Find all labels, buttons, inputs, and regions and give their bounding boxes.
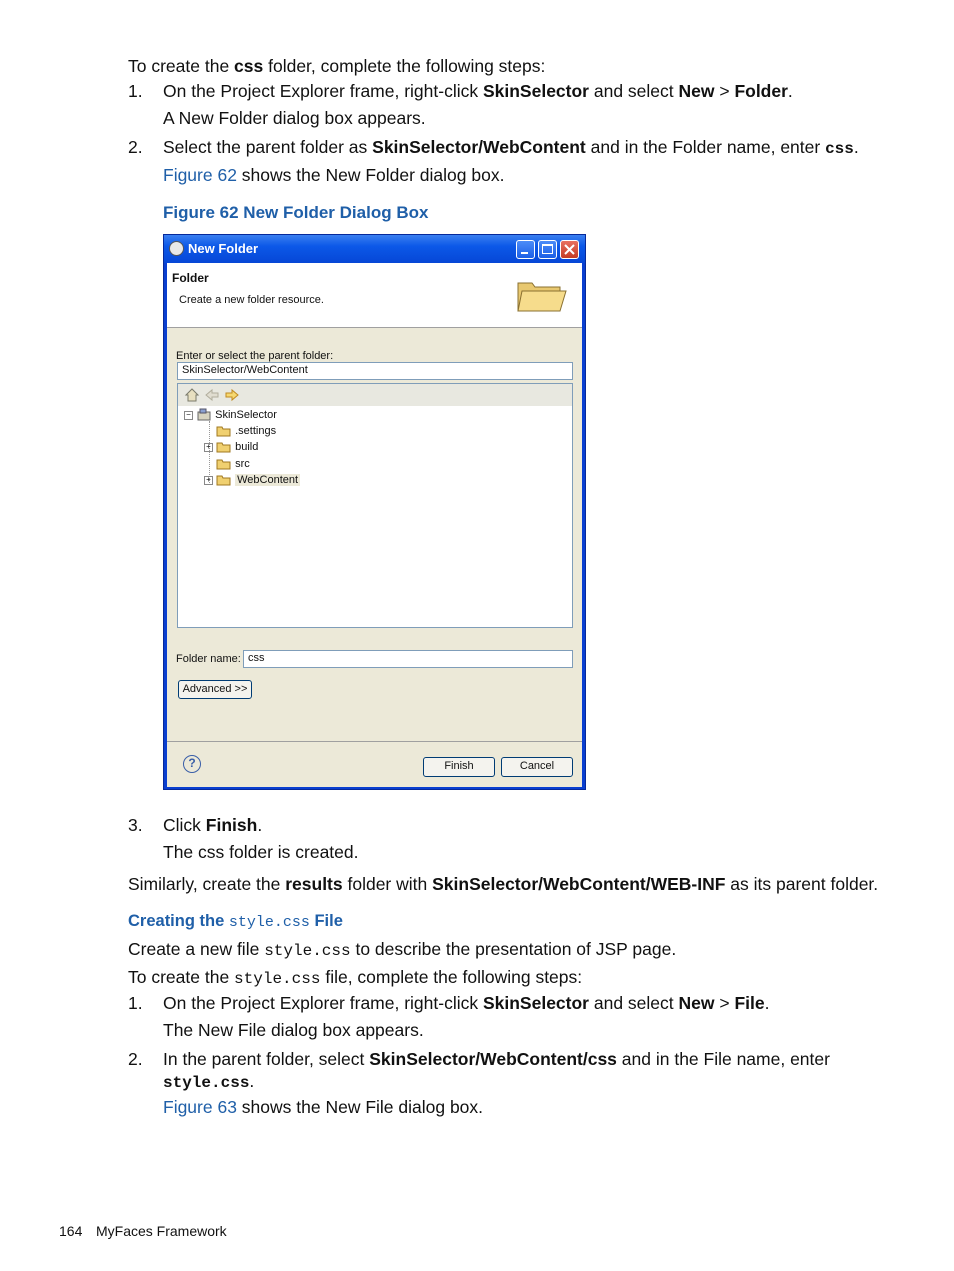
maximize-button[interactable] xyxy=(538,240,557,259)
step-text: Click Finish. xyxy=(163,815,263,835)
paragraph: Create a new file style.css to describe the presentation of JSP page. xyxy=(128,939,677,960)
expand-icon[interactable]: + xyxy=(204,443,213,452)
dialog-body xyxy=(167,263,582,787)
figure-link[interactable]: Figure 62 xyxy=(163,165,237,185)
forward-arrow-icon[interactable] xyxy=(224,387,240,403)
figure-caption: Figure 62 New Folder Dialog Box xyxy=(163,203,429,222)
folder-banner-icon xyxy=(516,277,568,315)
tree-node[interactable]: .settings xyxy=(204,425,276,437)
back-arrow-icon[interactable] xyxy=(204,387,220,403)
tree-toolbar xyxy=(178,384,572,406)
minimize-button[interactable] xyxy=(516,240,535,259)
step-text-cont: style.css. xyxy=(163,1071,255,1092)
dialog-titlebar[interactable] xyxy=(164,235,585,263)
close-icon xyxy=(561,241,578,258)
home-icon[interactable] xyxy=(184,387,200,403)
folder-name-label: Folder name: xyxy=(176,653,241,665)
folder-icon xyxy=(216,425,232,437)
intro-text: To create the css folder, complete the following steps: xyxy=(128,56,546,76)
step-number: 2. xyxy=(128,137,143,157)
help-icon[interactable]: ? xyxy=(183,755,201,773)
step-number: 1. xyxy=(128,993,143,1013)
finish-button[interactable]: Finish xyxy=(423,757,495,777)
step-note: Figure 63 shows the New File dialog box. xyxy=(163,1097,484,1117)
step-note: The New File dialog box appears. xyxy=(163,1020,424,1040)
parent-folder-label: Enter or select the parent folder: xyxy=(176,350,334,362)
step-note: The css folder is created. xyxy=(163,842,359,862)
cancel-button[interactable]: Cancel xyxy=(501,757,573,777)
close-button[interactable] xyxy=(560,240,579,259)
paragraph: To create the style.css file, complete the following steps: xyxy=(128,967,583,988)
step-number: 3. xyxy=(128,815,143,835)
tree-node-selected[interactable]: + WebContent xyxy=(204,474,300,486)
eclipse-icon xyxy=(169,241,184,256)
folder-name-input[interactable]: css xyxy=(243,650,573,668)
step-text: In the parent folder, select SkinSelector/WebContent/css and in the File name, enter xyxy=(163,1049,830,1069)
step-number: 1. xyxy=(128,81,143,101)
header-subtitle: Create a new folder resource. xyxy=(179,294,324,306)
folder-icon xyxy=(216,458,232,470)
step-text: On the Project Explorer frame, right-click SkinSelector and select New > Folder. xyxy=(163,81,793,101)
tree-node-root[interactable]: − SkinSelector xyxy=(184,408,277,422)
dialog-header xyxy=(167,263,582,328)
page-number: 164 xyxy=(59,1223,83,1239)
section-heading: Creating the style.css File xyxy=(128,912,343,931)
divider xyxy=(167,741,582,742)
step-note: Figure 62 shows the New Folder dialog box. xyxy=(163,165,505,185)
folder-icon xyxy=(216,474,232,486)
dialog-title: New Folder xyxy=(188,241,259,256)
folder-tree[interactable] xyxy=(177,383,573,628)
footer-title: MyFaces Framework xyxy=(96,1223,227,1239)
step-note: A New Folder dialog box appears. xyxy=(163,108,426,128)
figure-link[interactable]: Figure 63 xyxy=(163,1097,237,1117)
advanced-button[interactable]: Advanced >> xyxy=(178,680,252,699)
step-number: 2. xyxy=(128,1049,143,1069)
step-text: On the Project Explorer frame, right-click SkinSelector and select New > File. xyxy=(163,993,770,1013)
expand-icon[interactable]: + xyxy=(204,476,213,485)
collapse-icon[interactable]: − xyxy=(184,411,193,420)
step-text: Select the parent folder as SkinSelector/WebContent and in the Folder name, enter css. xyxy=(163,137,859,158)
similarly-text: Similarly, create the results folder with SkinSelector/WebContent/WEB-INF as its parent folder. xyxy=(128,874,879,894)
header-title: Folder xyxy=(172,271,209,285)
new-folder-dialog xyxy=(163,234,586,790)
tree-node[interactable]: + build xyxy=(204,441,258,453)
parent-folder-input[interactable]: SkinSelector/WebContent xyxy=(177,362,573,380)
folder-icon xyxy=(216,441,232,453)
tree-node[interactable]: src xyxy=(204,458,250,470)
project-icon xyxy=(196,408,212,422)
